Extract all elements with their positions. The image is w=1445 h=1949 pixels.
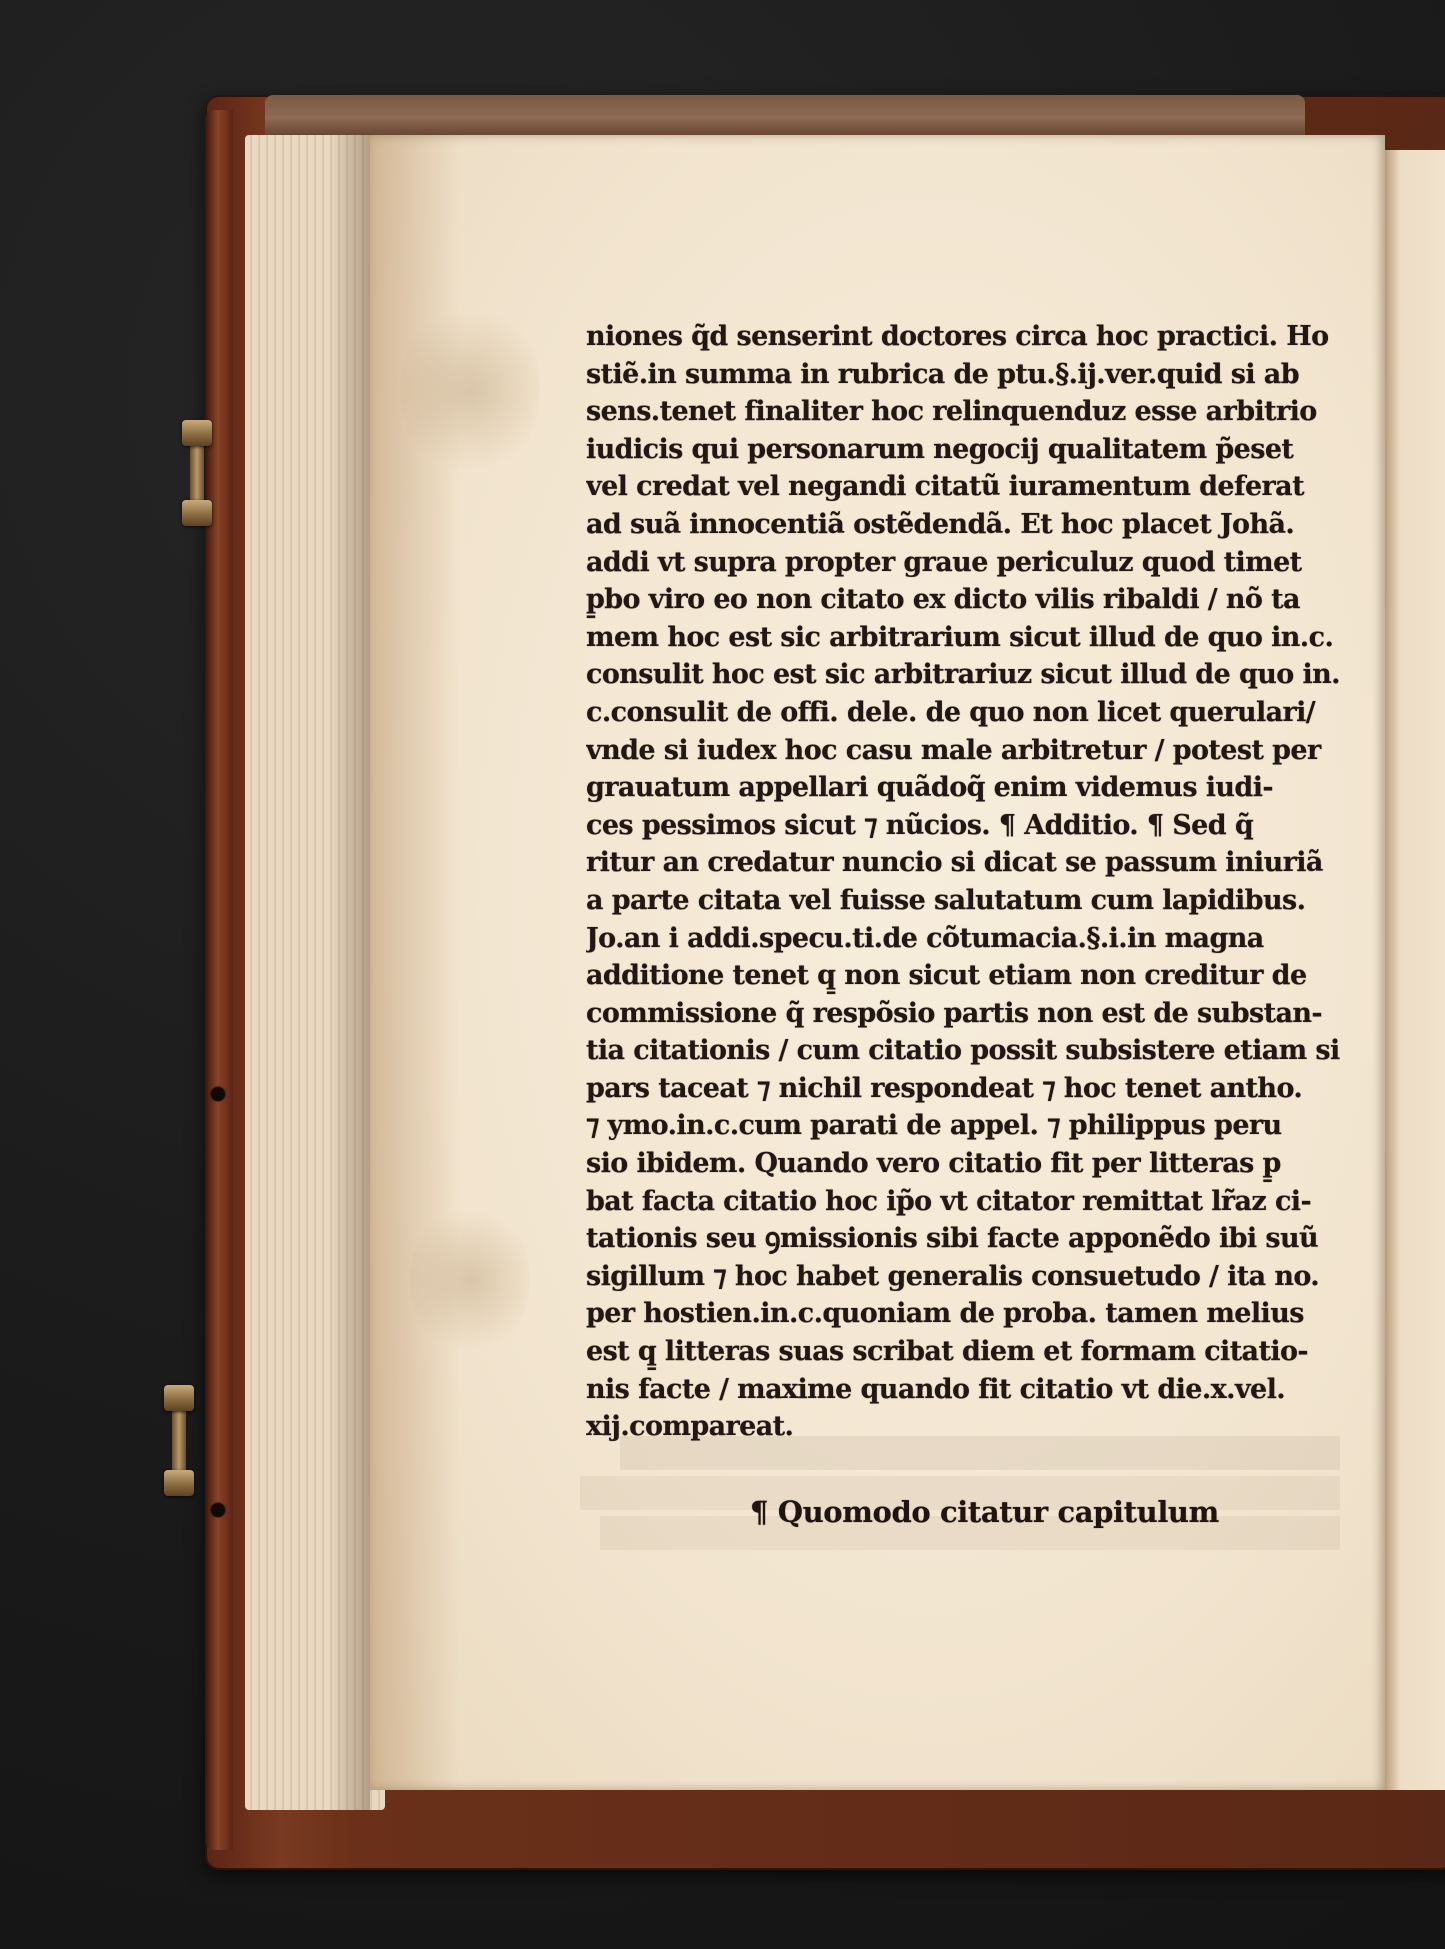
text-line: consulit hoc est sic arbitrariuz sicut illud de quo in. <box>586 659 1340 691</box>
text-line: mem hoc est sic arbitrarium sicut illud de quo in.c. <box>586 621 1334 653</box>
show-through-ink <box>560 1430 1340 1556</box>
text-line: ces pessimos sicut ⁊ nũcios. ¶ Additio. ¶ Sed q̃ <box>586 809 1254 841</box>
text-line: commissione q̃ respõsio partis non est de substan- <box>586 997 1322 1029</box>
clasp-upper-top <box>182 420 212 446</box>
cover-fore-edge <box>205 110 233 1850</box>
text-line: sigillum ⁊ hoc habet generalis consuetudo / ita no. <box>586 1260 1320 1292</box>
text-line: est q̱ litteras suas scribat diem et formam citatio- <box>586 1336 1308 1368</box>
page-stack-shadow <box>330 135 370 1810</box>
text-line: sens.tenet finaliter hoc relinquenduz esse arbitrio <box>586 396 1317 428</box>
clasp-lower-top <box>164 1385 194 1411</box>
text-line: additione tenet q̱ non sicut etiam non creditur de <box>586 960 1307 992</box>
text-line: tationis seu ꝯmissionis sibi facte apponẽdo ibi suũ <box>586 1223 1319 1255</box>
text-line: grauatum appellari quãdoq̃ enim videmus iudi- <box>586 772 1273 804</box>
page-stain <box>410 1200 530 1360</box>
text-line: p̱bo viro eo non citato ex dicto vilis ribaldi / nõ ta <box>586 584 1300 616</box>
text-line: tia citationis / cum citatio possit subsistere etiam si <box>586 1035 1340 1067</box>
text-line: nis facte / maxime quando fit citatio vt die.x.vel. <box>586 1373 1286 1405</box>
cover-top-edge <box>265 95 1305 140</box>
cover-hole <box>211 1503 225 1517</box>
text-line: c.consulit de offi. dele. de quo non licet querulari/ <box>586 696 1316 728</box>
text-block <box>586 318 1346 1446</box>
text-line: a parte citata vel fuisse salutatum cum lapidibus. <box>586 884 1306 916</box>
cover-hole <box>211 1087 225 1101</box>
page-stain <box>400 300 540 480</box>
text-line: ad suã innocentiã ostẽdendã. Et hoc placet Johã. <box>586 508 1295 540</box>
text-line: bat facta citatio hoc ip̃o vt citator remittat lr̃az ci- <box>586 1185 1312 1217</box>
text-line: pars taceat ⁊ nichil respondeat ⁊ hoc tenet antho. <box>586 1072 1303 1104</box>
text-line: stiẽ.in summa in rubrica de ptu.§.ij.ver.quid si ab <box>586 358 1299 390</box>
chapter-heading: ¶ Quomodo citatur capitulum <box>750 1495 1219 1529</box>
text-line: vel credat vel negandi citatũ iuramentum deferat <box>586 471 1304 503</box>
text-line: addi vt supra propter graue periculuz quod timet <box>586 546 1302 578</box>
facing-page-edge <box>1385 150 1445 1790</box>
text-line: niones q̃d senserint doctores circa hoc practici. Ho <box>586 321 1329 352</box>
clasp-upper-bottom <box>182 500 212 526</box>
text-line: xij.compareat. <box>586 1411 794 1443</box>
text-line: ritur an credatur nuncio si dicat se passum iniuriã <box>586 847 1323 879</box>
text-line: Jo.an i addi.specu.ti.de cõtumacia.§.i.in magna <box>586 922 1264 954</box>
text-line: sio ibidem. Quando vero citatio fit per litteras p̱ <box>586 1148 1281 1180</box>
text-line: iudicis qui personarum negocij qualitatem p̃eset <box>586 433 1294 465</box>
text-line: vnde si iudex hoc casu male arbitretur / potest per <box>586 734 1321 766</box>
text-line: ⁊ ymo.in.c.cum parati de appel. ⁊ philippus peru <box>586 1110 1282 1142</box>
clasp-lower-bottom <box>164 1470 194 1496</box>
text-line: per hostien.in.c.quoniam de proba. tamen melius <box>586 1298 1304 1330</box>
